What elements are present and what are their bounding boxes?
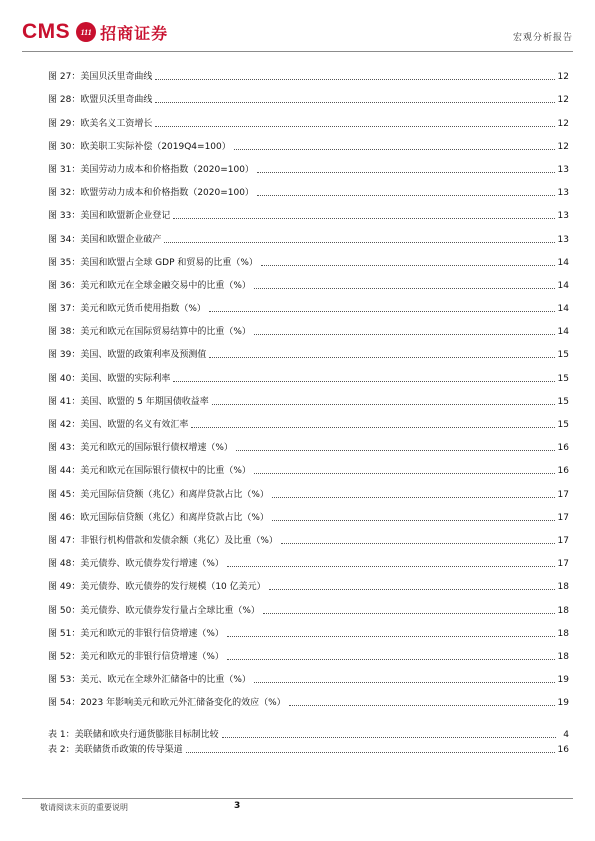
- figure-toc-entry[interactable]: [48, 62, 569, 85]
- toc-entry-page: 14: [557, 280, 569, 291]
- table-toc-entry[interactable]: [48, 728, 569, 743]
- dot-leader: [289, 705, 555, 706]
- toc-entry-label: 图 27：美国贝沃里奇曲线: [48, 72, 153, 83]
- figure-toc-entry[interactable]: [48, 201, 569, 224]
- toc-entry-page: 14: [557, 304, 569, 315]
- toc-entry-label: 图 47：非银行机构借款和发债余额（兆亿）及比重（%）: [48, 535, 278, 546]
- toc-entry-page: 17: [557, 559, 569, 570]
- figure-toc-entry[interactable]: [48, 526, 569, 549]
- footer-disclaimer-note: 敬请阅读末页的重要说明: [40, 803, 128, 812]
- dot-leader: [227, 659, 555, 660]
- toc-entry-page: 17: [557, 535, 569, 546]
- figure-toc-entry[interactable]: [48, 108, 569, 131]
- table-toc-entry[interactable]: [48, 743, 569, 758]
- toc-entry-label: 图 45：美元国际信贷额（兆亿）和离岸贷款占比（%）: [48, 489, 269, 500]
- dot-leader: [257, 172, 555, 173]
- dot-leader: [209, 311, 555, 312]
- dot-leader: [281, 543, 555, 544]
- toc-entry-label: 图 43：美元和欧元的国际银行债权增速（%）: [48, 443, 233, 454]
- header-divider: [22, 51, 573, 52]
- toc-entry-page: 17: [557, 489, 569, 500]
- dot-leader: [212, 404, 555, 405]
- figure-list: [48, 62, 569, 711]
- dot-leader: [191, 427, 554, 428]
- toc-entry-label: 图 49：美元债券、欧元债券的发行规模（10 亿美元）: [48, 582, 266, 593]
- toc-entry-page: 13: [557, 188, 569, 199]
- dot-leader: [254, 473, 555, 474]
- toc-entry-label: 图 28：欧盟贝沃里奇曲线: [48, 95, 153, 106]
- toc-entry-page: 18: [557, 605, 569, 616]
- toc-entry-label: 图 53：美元、欧元在全球外汇储备中的比重（%）: [48, 675, 251, 686]
- dot-leader: [173, 381, 554, 382]
- toc-entry-page: 18: [557, 651, 569, 662]
- toc-entry-page: 16: [557, 466, 569, 477]
- footer-divider: [22, 798, 573, 799]
- toc-entry-label: 表 1：美联储和欧央行通货膨胀目标制比较: [48, 730, 219, 740]
- figure-toc-entry[interactable]: [48, 410, 569, 433]
- logo-chinese-name: 招商证券: [100, 23, 169, 43]
- report-type-label: 宏观分析报告: [512, 33, 573, 43]
- toc-entry-label: 图 33：美国和欧盟新企业登记: [48, 211, 171, 222]
- toc-entry-label: 图 52：美元和欧元的非银行信贷增速（%）: [48, 651, 224, 662]
- dot-leader: [254, 682, 555, 683]
- toc-entry-page: 14: [557, 257, 569, 268]
- toc-entry-label: 图 34：美国和欧盟企业破产: [48, 234, 162, 245]
- toc-entry-label: 图 30：欧美职工实际补偿（2019Q4=100）: [48, 141, 231, 152]
- dot-leader: [222, 737, 556, 738]
- toc-entry-page: 15: [557, 373, 569, 384]
- toc-entry-label: 图 29：欧美名义工资增长: [48, 118, 153, 129]
- toc-entry-label: 图 32：欧盟劳动力成本和价格指数（2020=100）: [48, 188, 254, 199]
- figure-toc-entry[interactable]: [48, 595, 569, 618]
- figure-toc-entry[interactable]: [48, 155, 569, 178]
- toc-entry-page: 18: [557, 582, 569, 593]
- toc-entry-label: 图 38：美元和欧元在国际贸易结算中的比重（%）: [48, 327, 251, 338]
- dot-leader: [164, 242, 554, 243]
- toc-entry-label: 图 50：美元债券、欧元债券发行量占全球比重（%）: [48, 605, 260, 616]
- logo-cms-text: CMS: [22, 20, 71, 43]
- toc-entry-label: 图 42：美国、欧盟的名义有效汇率: [48, 420, 189, 430]
- toc-entry-label: 图 44：美元和欧元在国际银行债权中的比重（%）: [48, 466, 251, 477]
- toc-entry-page: 18: [557, 628, 569, 639]
- dot-leader: [173, 218, 554, 219]
- figure-toc-entry[interactable]: [48, 178, 569, 201]
- dot-leader: [155, 102, 554, 103]
- figure-toc-entry[interactable]: [48, 132, 569, 155]
- dot-leader: [186, 752, 555, 753]
- dot-leader: [227, 636, 555, 637]
- dot-leader: [234, 149, 555, 150]
- toc-entry-label: 图 41：美国、欧盟的 5 年期国债收益率: [48, 396, 209, 407]
- toc-entry-label: 图 46：欧元国际信贷额（兆亿）和离岸贷款占比（%）: [48, 512, 269, 523]
- toc-entry-page: 12: [557, 141, 569, 152]
- toc-entry-label: 图 35：美国和欧盟占全球 GDP 和贸易的比重（%）: [48, 257, 258, 268]
- toc-entry-label: 图 51：美元和欧元的非银行信贷增速（%）: [48, 628, 224, 639]
- toc-entry-page: 17: [557, 512, 569, 523]
- page-header: [0, 0, 595, 52]
- figure-toc-entry[interactable]: [48, 387, 569, 410]
- figure-toc-entry[interactable]: [48, 642, 569, 665]
- figure-toc-entry[interactable]: [48, 456, 569, 479]
- toc-entry-label: 图 54：2023 年影响美元和欧元外汇储备变化的效应（%）: [48, 698, 286, 709]
- toc-entry-page: 4: [563, 730, 569, 740]
- figure-toc-entry[interactable]: [48, 248, 569, 271]
- dot-leader: [236, 450, 555, 451]
- dot-leader: [155, 126, 554, 127]
- dot-leader: [257, 195, 555, 196]
- dot-leader: [272, 497, 555, 498]
- figure-toc-entry[interactable]: [48, 224, 569, 247]
- figure-toc-entry[interactable]: [48, 85, 569, 108]
- figure-toc-entry[interactable]: [48, 363, 569, 386]
- figure-toc-entry[interactable]: [48, 294, 569, 317]
- figure-toc-entry[interactable]: [48, 503, 569, 526]
- dot-leader: [209, 357, 554, 358]
- page-number: 3: [234, 801, 241, 811]
- toc-entry-page: 12: [557, 118, 569, 129]
- toc-entry-page: 13: [557, 211, 569, 222]
- toc-entry-label: 图 48：美元债券、欧元债券发行增速（%）: [48, 559, 224, 570]
- toc-entry-page: 13: [557, 234, 569, 245]
- toc-entry-page: 12: [557, 95, 569, 106]
- toc-entry-page: 19: [557, 698, 569, 709]
- toc-entry-page: 16: [557, 745, 569, 755]
- toc-entry-label: 图 31：美国劳动力成本和价格指数（2020=100）: [48, 164, 254, 175]
- figure-toc-entry[interactable]: [48, 271, 569, 294]
- toc-entry-page: 15: [557, 350, 569, 361]
- figure-toc-entry[interactable]: [48, 688, 569, 711]
- figure-toc-entry[interactable]: [48, 549, 569, 572]
- toc-entry-page: 12: [557, 72, 569, 83]
- toc-entry-label: 表 2：美联储货币政策的传导渠道: [48, 745, 183, 755]
- toc-entry-label: 图 39：美国、欧盟的政策利率及预测值: [48, 350, 207, 361]
- table-list: [48, 728, 569, 758]
- figure-toc-entry[interactable]: [48, 619, 569, 642]
- toc-entry-page: 13: [557, 164, 569, 175]
- dot-leader: [261, 265, 555, 266]
- dot-leader: [263, 613, 555, 614]
- toc-entry-label: 图 40：美国、欧盟的实际利率: [48, 373, 171, 384]
- figure-toc-entry[interactable]: [48, 665, 569, 688]
- logo-emblem-icon: 111: [76, 22, 96, 42]
- toc-entry-page: 14: [557, 327, 569, 338]
- dot-leader: [269, 589, 555, 590]
- dot-leader: [227, 566, 555, 567]
- toc-entry-label: 图 37：美元和欧元货币使用指数（%）: [48, 304, 206, 315]
- toc-entry-page: 15: [557, 420, 569, 430]
- figure-toc-entry[interactable]: [48, 433, 569, 456]
- dot-leader: [155, 79, 554, 80]
- toc-entry-page: 15: [557, 396, 569, 407]
- figure-toc-entry[interactable]: [48, 317, 569, 340]
- figure-toc-entry[interactable]: [48, 340, 569, 363]
- figure-toc-entry[interactable]: [48, 572, 569, 595]
- toc-entry-label: 图 36：美元和欧元在全球金融交易中的比重（%）: [48, 280, 251, 291]
- company-logo: [22, 18, 168, 46]
- toc-entry-page: 16: [557, 443, 569, 454]
- toc-entry-page: 19: [557, 675, 569, 686]
- figure-toc-entry[interactable]: [48, 479, 569, 502]
- dot-leader: [254, 288, 555, 289]
- dot-leader: [272, 520, 555, 521]
- dot-leader: [254, 334, 555, 335]
